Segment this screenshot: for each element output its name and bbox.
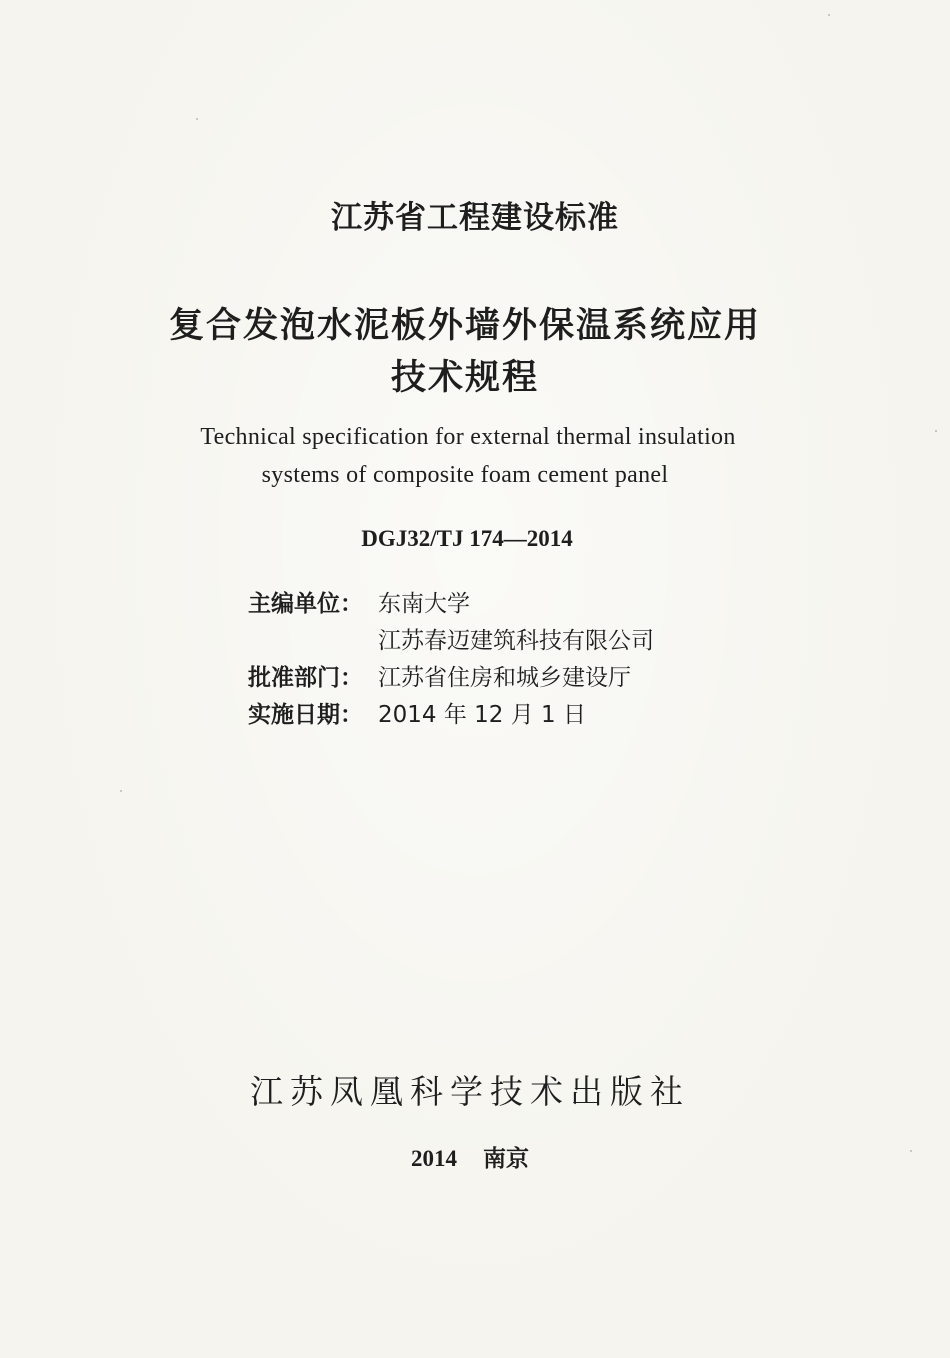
info-row-effective-date <box>248 697 654 734</box>
publication-year: 2014 <box>411 1146 457 1171</box>
info-label: 批准部门： <box>248 665 363 691</box>
info-value: 东南大学 <box>378 591 470 617</box>
info-value: 江苏省住房和城乡建设厅 <box>378 665 631 691</box>
document-title-zh-line-2: 技术规程 <box>390 358 539 398</box>
publication-city: 南京 <box>483 1146 529 1172</box>
scan-speck <box>828 14 830 16</box>
publication-info <box>0 1140 945 1173</box>
info-row-approval-department <box>248 660 654 697</box>
info-label: 实施日期： <box>248 702 363 728</box>
scan-speck <box>120 790 122 792</box>
info-row-co-editor <box>248 623 654 660</box>
document-title-zh-line-1: 复合发泡水泥板外墙外保温系统应用 <box>168 306 761 346</box>
document-info-block <box>248 586 654 734</box>
standard-series-title: 江苏省工程建设标准 <box>331 200 619 236</box>
info-label: 主编单位： <box>248 591 363 617</box>
publisher-name: 江苏凤凰科学技术出版社 <box>250 1072 690 1111</box>
document-title-en-line-2: systems of composite foam cement panel <box>261 462 669 488</box>
info-value: 江苏春迈建筑科技有限公司 <box>378 628 654 654</box>
standard-code: DGJ32/TJ 174—2014 <box>361 526 573 551</box>
info-value: 2014 年 12 月 1 日 <box>378 702 586 728</box>
info-row-chief-editor <box>248 586 654 623</box>
document-title-en-line-1: Technical specification for external thermal insulation <box>200 424 736 450</box>
scan-speck <box>196 118 198 120</box>
